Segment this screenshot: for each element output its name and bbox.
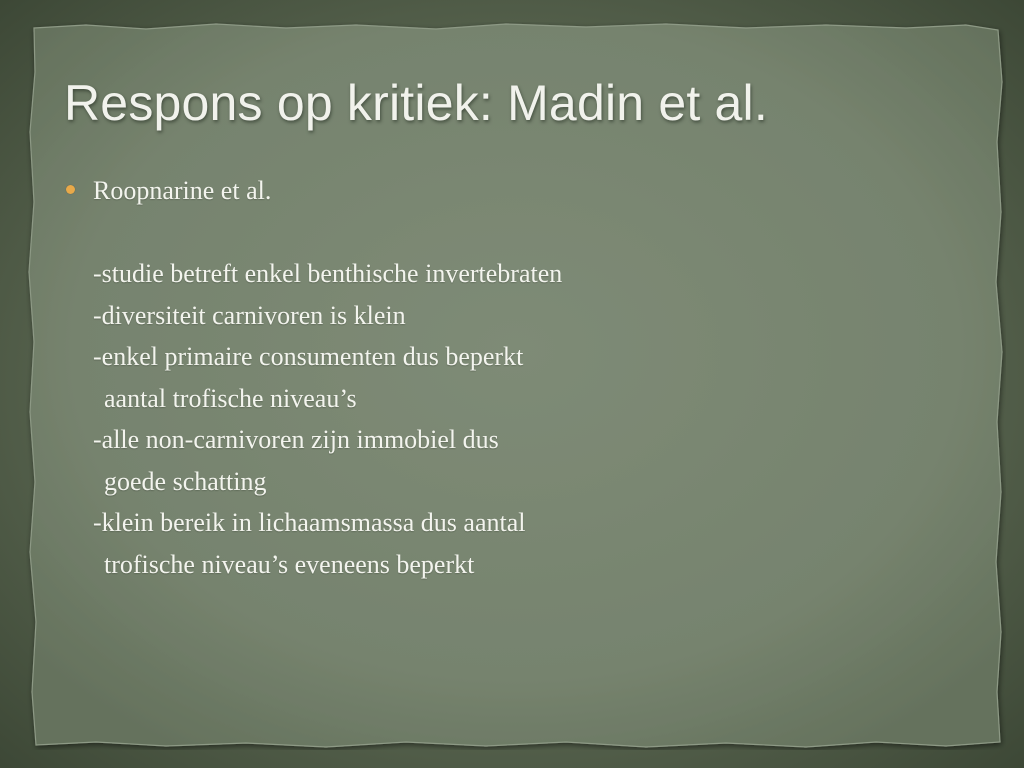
sub-line: -alle non-carnivoren zijn immobiel dus [93, 425, 499, 454]
sub-line: -klein bereik in lichaamsmassa dus aantal [93, 508, 526, 537]
sub-line-continuation: aantal trofische niveau’s [104, 383, 357, 413]
bullet-item [64, 170, 944, 212]
sub-line: -studie betreft enkel benthische invertebraten [93, 259, 563, 288]
sub-line-continuation: goede schatting [104, 466, 267, 496]
slide-title: Respons op kritiek: Madin et al. [64, 75, 768, 131]
sub-line: -diversiteit carnivoren is klein [93, 300, 406, 330]
bullet-dot-icon [66, 185, 75, 194]
sub-line: -enkel primaire consumenten dus beperkt [93, 342, 524, 371]
sub-list [64, 253, 944, 585]
sub-line-continuation: trofische niveau’s eveneens beperkt [104, 549, 475, 579]
bullet-text: Roopnarine et al. [93, 176, 272, 205]
slide-content [64, 170, 944, 585]
